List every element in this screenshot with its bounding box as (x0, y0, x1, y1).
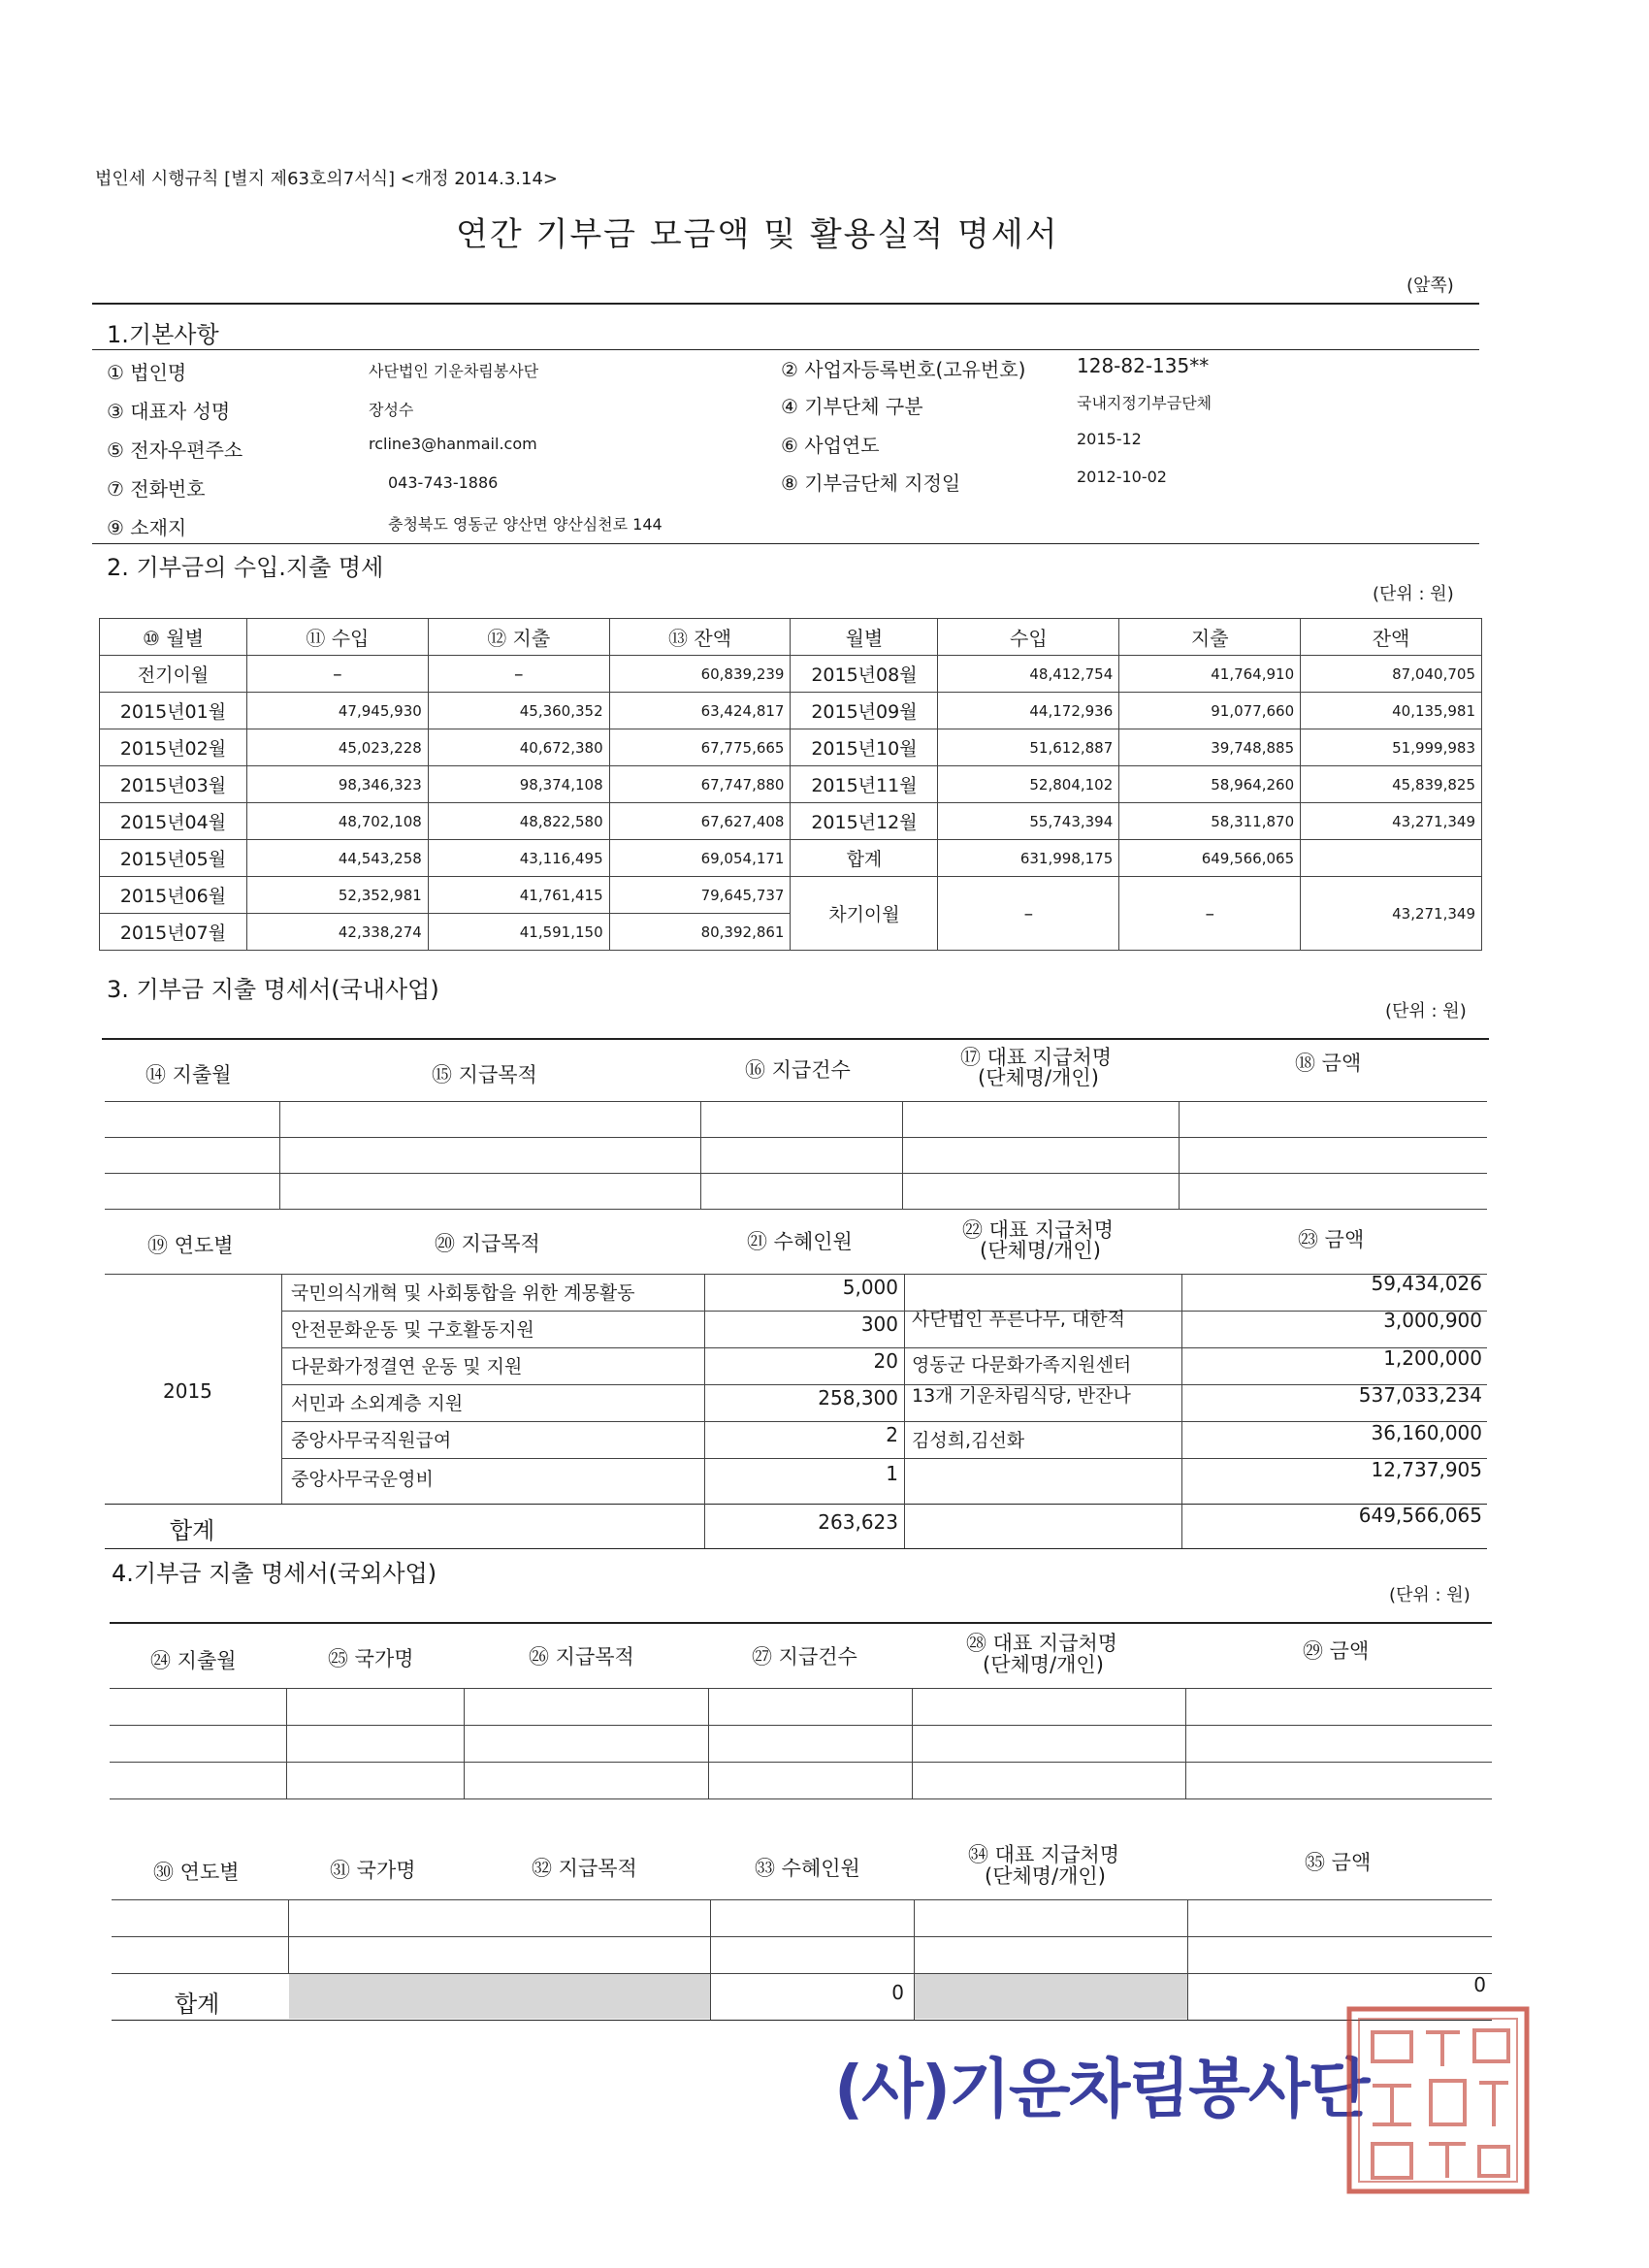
balance-cell: 60,839,239 (609, 656, 791, 693)
year-cell: 2015 (163, 1379, 212, 1403)
table-rule (1187, 1899, 1188, 2020)
month-cell: 2015년12월 (791, 803, 938, 840)
expense-cell: 91,077,660 (1119, 693, 1301, 729)
balance-cell: 67,747,880 (609, 766, 791, 803)
expense-cell: 43,116,495 (428, 840, 609, 877)
field-bizno-label: ② 사업자등록번호(고유번호) (781, 358, 1026, 381)
header-payee-sub: (단체명/개인) (978, 1066, 1099, 1089)
header-intl-payee-2: ㉞ 대표 지급처명 (968, 1843, 1120, 1866)
table-row (100, 693, 1482, 729)
header-intl-payee-sub-2: (단체명/개인) (985, 1864, 1106, 1888)
purpose-cell: 중앙사무국직원급여 (291, 1430, 452, 1451)
field-designation-date-value: 2012-10-02 (1077, 468, 1167, 486)
col-header-income: ⑪ 수입 (246, 619, 428, 656)
month-cell: 전기이월 (100, 656, 247, 693)
table-rule (105, 1504, 1487, 1505)
field-designation-date-label: ⑧ 기부금단체 지정일 (781, 471, 961, 495)
balance-cell: 45,839,825 (1301, 766, 1482, 803)
income-cell: 98,346,323 (246, 766, 428, 803)
carry-balance-cell: 43,271,349 (1301, 877, 1482, 951)
title-divider (92, 303, 1479, 305)
col-header-balance: ⑬ 잔액 (609, 619, 791, 656)
table-rule (1179, 1101, 1180, 1209)
col-header-month-2: 월별 (791, 619, 938, 656)
header-intl-country-2: ㉛ 국가명 (330, 1859, 416, 1882)
header-intl-month: ㉔ 지출월 (150, 1649, 237, 1672)
page-title: 연간 기부금 모금액 및 활용실적 명세서 (456, 215, 1059, 254)
purpose-cell: 다문화가정결연 운동 및 지원 (291, 1356, 523, 1377)
table-rule (286, 1688, 287, 1798)
total-income-cell: 631,998,175 (938, 840, 1119, 877)
official-seal-icon (1343, 2003, 1533, 2197)
header-count: ⑯ 지급건수 (745, 1058, 851, 1082)
amount-cell: 59,434,026 (1371, 1272, 1482, 1295)
balance-cell: 43,271,349 (1301, 803, 1482, 840)
month-cell: 2015년09월 (791, 693, 938, 729)
income-cell: 48,412,754 (938, 656, 1119, 693)
field-fiscal-year-value: 2015-12 (1077, 430, 1142, 448)
col-header-expense: ⑫ 지출 (428, 619, 609, 656)
total-amount: 649,566,065 (1358, 1504, 1482, 1527)
header-expense-month: ⑭ 지출월 (146, 1063, 232, 1086)
header-intl-payee: ㉘ 대표 지급처명 (966, 1632, 1118, 1655)
table-rule (105, 1137, 1487, 1138)
field-email-value: rcline3@hanmail.com (369, 435, 537, 453)
header-intl-amount: ㉙ 금액 (1303, 1639, 1370, 1663)
income-expense-table (99, 618, 1482, 951)
purpose-cell: 국민의식개혁 및 사회통합을 위한 계몽활동 (291, 1282, 635, 1304)
balance-cell: 51,999,983 (1301, 729, 1482, 766)
table-rule (105, 1209, 1487, 1210)
total-label-cell: 합계 (791, 840, 938, 877)
col-header-month: ⑩ 월별 (100, 619, 247, 656)
table-rule (105, 1173, 1487, 1174)
expense-cell: 98,374,108 (428, 766, 609, 803)
field-rep-label: ③ 대표자 성명 (107, 400, 231, 423)
header-payee-2: ㉒ 대표 지급처명 (962, 1218, 1115, 1242)
table-row (100, 729, 1482, 766)
field-phone-value: 043-743-1886 (388, 473, 499, 492)
table-rule (1181, 1274, 1182, 1548)
table-row (100, 840, 1482, 877)
section3-heading: 3. 기부금 지출 명세서(국내사업) (107, 976, 439, 1003)
table-rule (464, 1688, 465, 1798)
table-rule (708, 1688, 709, 1798)
table-row (100, 766, 1482, 803)
balance-cell: 63,424,817 (609, 693, 791, 729)
purpose-cell: 중앙사무국운영비 (291, 1469, 434, 1490)
table-rule (281, 1274, 282, 1504)
carry-label-cell: 차기이월 (791, 877, 938, 951)
expense-cell: 58,964,260 (1119, 766, 1301, 803)
header-intl-purpose-2: ㉜ 지급목적 (532, 1857, 637, 1880)
table-rule (112, 1936, 1492, 1937)
income-cell: 44,543,258 (246, 840, 428, 877)
field-bizno-value: 128-82-135** (1077, 354, 1210, 377)
expense-cell: 39,748,885 (1119, 729, 1301, 766)
carry-expense-cell: – (1119, 877, 1301, 951)
intl-total-beneficiaries: 0 (891, 1981, 904, 2004)
payee-cell: 사단법인 푸른나무, 대한적 (912, 1309, 1126, 1330)
month-cell: 2015년04월 (100, 803, 247, 840)
intl-total-amount: 0 (1473, 1973, 1486, 1996)
amount-cell: 1,200,000 (1383, 1346, 1482, 1370)
month-cell: 2015년07월 (100, 914, 247, 951)
table-rule (281, 1384, 1487, 1385)
month-cell: 2015년06월 (100, 877, 247, 914)
income-cell: – (246, 656, 428, 693)
month-cell: 2015년05월 (100, 840, 247, 877)
header-intl-count: ㉗ 지급건수 (752, 1645, 857, 1669)
month-cell: 2015년03월 (100, 766, 247, 803)
income-cell: 52,804,102 (938, 766, 1119, 803)
table-rule (912, 1688, 913, 1798)
table-rule (279, 1101, 280, 1209)
header-year: ⑲ 연도별 (147, 1234, 234, 1257)
income-cell: 44,172,936 (938, 693, 1119, 729)
field-address-value: 충청북도 영동군 양산면 양산심천로 144 (388, 515, 663, 534)
table-rule (704, 1274, 705, 1548)
header-purpose-2: ⑳ 지급목적 (435, 1232, 540, 1255)
expense-cell: 48,822,580 (428, 803, 609, 840)
payee-cell: 영동군 다문화가족지원센터 (912, 1354, 1132, 1376)
shaded-cell (289, 1974, 710, 2019)
table-rule (904, 1274, 905, 1548)
table-row (100, 656, 1482, 693)
table-row (100, 877, 1482, 914)
amount-cell: 12,737,905 (1371, 1458, 1482, 1481)
header-amount: ⑱ 금액 (1295, 1052, 1362, 1075)
section1-divider (92, 349, 1479, 350)
table-rule (110, 1798, 1492, 1799)
total-expense-cell: 649,566,065 (1119, 840, 1301, 877)
balance-cell: 69,054,171 (609, 840, 791, 877)
section3-unit: (단위 : 원) (1385, 1001, 1467, 1021)
expense-cell: – (428, 656, 609, 693)
field-fiscal-year-label: ⑥ 사업연도 (781, 434, 880, 457)
table-rule (110, 1725, 1492, 1726)
section4-top-border (110, 1622, 1492, 1624)
month-cell: 2015년08월 (791, 656, 938, 693)
table-row (100, 803, 1482, 840)
table-rule (1185, 1688, 1186, 1798)
beneficiary-cell: 1 (886, 1462, 898, 1485)
section2-unit: (단위 : 원) (1373, 584, 1454, 604)
amount-cell: 537,033,234 (1358, 1383, 1482, 1407)
field-phone-label: ⑦ 전화번호 (107, 477, 206, 501)
total-beneficiaries: 263,623 (818, 1510, 898, 1534)
header-intl-payee-sub: (단체명/개인) (983, 1653, 1104, 1676)
income-cell: 42,338,274 (246, 914, 428, 951)
income-cell: 51,612,887 (938, 729, 1119, 766)
carry-income-cell: – (938, 877, 1119, 951)
month-cell: 2015년02월 (100, 729, 247, 766)
purpose-cell: 서민과 소외계층 지원 (291, 1393, 464, 1414)
field-email-label: ⑤ 전자우편주소 (107, 438, 243, 462)
form-reference: 법인세 시행규칙 [별지 제63호의7서식] <개정 2014.3.14> (95, 169, 558, 189)
table-rule (700, 1101, 701, 1209)
header-purpose: ⑮ 지급목적 (432, 1063, 537, 1086)
table-rule (902, 1101, 903, 1209)
expense-cell: 41,591,150 (428, 914, 609, 951)
month-cell: 2015년01월 (100, 693, 247, 729)
income-cell: 47,945,930 (246, 693, 428, 729)
balance-cell: 79,645,737 (609, 877, 791, 914)
payee-cell: 13개 기운차림식당, 반잔나 (912, 1385, 1131, 1407)
table-rule (112, 1899, 1492, 1900)
balance-cell: 67,775,665 (609, 729, 791, 766)
total-label: 합계 (170, 1517, 215, 1544)
beneficiary-cell: 300 (860, 1312, 898, 1336)
field-corp-name-value: 사단법인 기운차림봉사단 (369, 362, 539, 380)
table-rule (710, 1899, 711, 2020)
field-address-label: ⑨ 소재지 (107, 516, 187, 539)
header-intl-amount-2: ㉟ 금액 (1305, 1851, 1372, 1874)
section4-heading: 4.기부금 지출 명세서(국외사업) (112, 1560, 437, 1587)
income-cell: 45,023,228 (246, 729, 428, 766)
field-rep-value: 장성수 (369, 401, 414, 419)
intl-total-label: 합계 (175, 1991, 220, 2018)
header-beneficiaries: ㉑ 수혜인원 (747, 1230, 853, 1253)
section3-top-border (102, 1038, 1489, 1040)
table-rule (105, 1274, 1487, 1275)
expense-cell: 41,764,910 (1119, 656, 1301, 693)
month-cell: 2015년11월 (791, 766, 938, 803)
organization-name-stamp: (사)기운차림봉사단 (834, 2052, 1369, 2126)
beneficiary-cell: 5,000 (842, 1276, 898, 1299)
table-rule (281, 1458, 1487, 1459)
balance-cell: 87,040,705 (1301, 656, 1482, 693)
beneficiary-cell: 2 (886, 1423, 898, 1446)
balance-cell: 40,135,981 (1301, 693, 1482, 729)
income-cell: 52,352,981 (246, 877, 428, 914)
table-rule (105, 1548, 1487, 1549)
section1-bottom-divider (92, 543, 1479, 544)
header-intl-beneficiaries: ㉝ 수혜인원 (755, 1857, 860, 1880)
payee-cell: 김성희,김선화 (912, 1430, 1025, 1451)
expense-cell: 40,672,380 (428, 729, 609, 766)
header-intl-purpose: ㉖ 지급목적 (529, 1645, 634, 1669)
header-country: ㉕ 국가명 (328, 1647, 414, 1670)
table-rule (281, 1311, 1487, 1312)
table-rule (288, 1899, 289, 1973)
income-cell: 55,743,394 (938, 803, 1119, 840)
header-intl-year: ㉚ 연도별 (153, 1861, 240, 1884)
table-rule (112, 2020, 1492, 2021)
col-header-balance-2: 잔액 (1301, 619, 1482, 656)
section2-heading: 2. 기부금의 수입.지출 명세 (107, 554, 384, 581)
field-org-type-label: ④ 기부단체 구분 (781, 395, 923, 418)
table-rule (110, 1688, 1492, 1689)
header-amount-2: ㉓ 금액 (1298, 1228, 1365, 1251)
header-payee: ⑰ 대표 지급처명 (960, 1046, 1113, 1069)
table-rule (110, 1762, 1492, 1763)
table-rule (105, 1101, 1487, 1102)
shaded-cell (915, 1974, 1187, 2019)
expense-cell: 41,761,415 (428, 877, 609, 914)
purpose-cell: 안전문화운동 및 구호활동지원 (291, 1319, 534, 1341)
field-corp-name-label: ① 법인명 (107, 361, 187, 384)
month-cell: 2015년10월 (791, 729, 938, 766)
table-rule (281, 1421, 1487, 1422)
amount-cell: 3,000,900 (1383, 1309, 1482, 1332)
beneficiary-cell: 258,300 (818, 1386, 898, 1409)
balance-cell: 67,627,408 (609, 803, 791, 840)
section1-heading: 1.기본사항 (107, 321, 219, 348)
expense-cell: 58,311,870 (1119, 803, 1301, 840)
income-cell: 48,702,108 (246, 803, 428, 840)
header-payee-sub-2: (단체명/개인) (980, 1239, 1101, 1262)
field-org-type-value: 국내지정기부금단체 (1077, 394, 1212, 412)
table-rule (281, 1347, 1487, 1348)
col-header-income-2: 수입 (938, 619, 1119, 656)
col-header-expense-2: 지출 (1119, 619, 1301, 656)
section4-unit: (단위 : 원) (1389, 1585, 1471, 1605)
balance-cell: 80,392,861 (609, 914, 791, 951)
total-balance-cell (1301, 840, 1482, 877)
beneficiary-cell: 20 (873, 1349, 898, 1373)
page-side-label: (앞쪽) (1406, 275, 1454, 296)
amount-cell: 36,160,000 (1371, 1421, 1482, 1444)
expense-cell: 45,360,352 (428, 693, 609, 729)
